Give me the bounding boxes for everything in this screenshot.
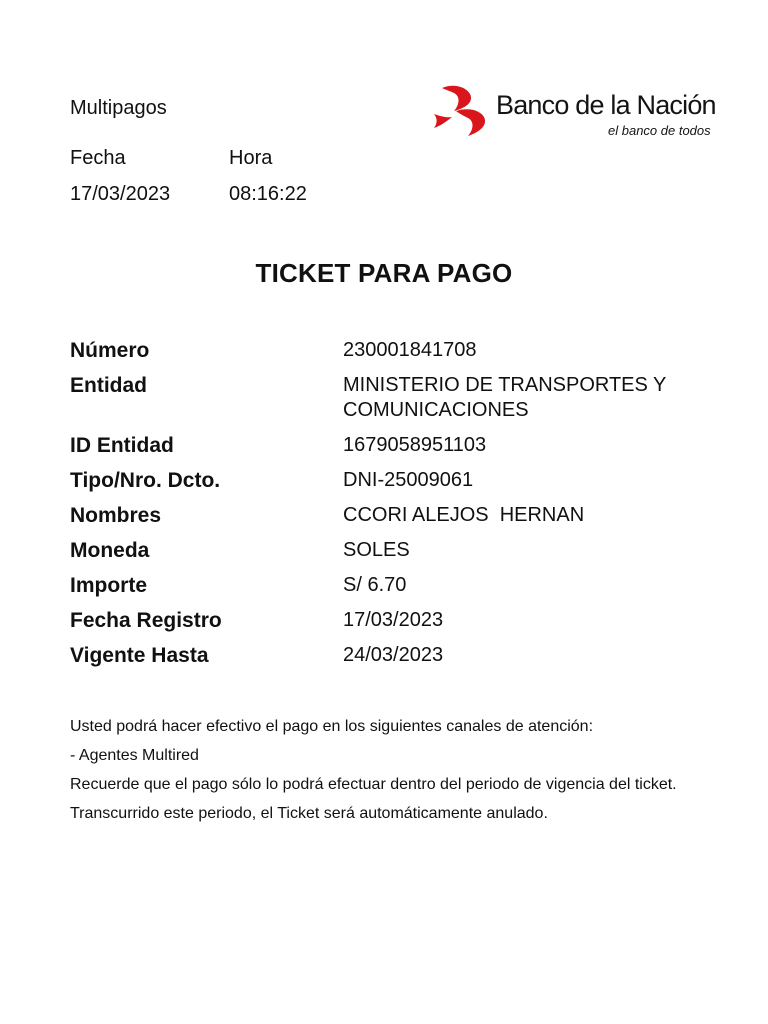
detail-row-entidad bbox=[70, 373, 710, 423]
detail-label: Moneda bbox=[70, 539, 150, 562]
detail-value: 230001841708 bbox=[343, 339, 477, 361]
payment-instructions bbox=[70, 717, 710, 833]
detail-value: MINISTERIO DE TRANSPORTES Y COMUNICACIONES bbox=[343, 374, 667, 421]
detail-value: DNI-25009061 bbox=[343, 469, 474, 491]
date-label: Fecha bbox=[70, 147, 126, 169]
detail-value: 1679058951103 bbox=[343, 434, 487, 456]
detail-label: Importe bbox=[70, 574, 148, 597]
detail-label: ID Entidad bbox=[70, 434, 174, 457]
time-label: Hora bbox=[229, 147, 273, 169]
detail-row-nombres bbox=[70, 503, 710, 528]
ticket-details bbox=[70, 338, 710, 678]
instruction-line: Recuerde que el pago sólo lo podrá efectuar dentro del periodo de vigencia del ticket. bbox=[70, 776, 677, 793]
instruction-line: Transcurrido este periodo, el Ticket será automáticamente anulado. bbox=[70, 805, 548, 822]
detail-row-vigente-hasta bbox=[70, 643, 710, 668]
bank-logo-name: Banco de la Nación bbox=[496, 90, 716, 120]
detail-value: 17/03/2023 bbox=[343, 609, 444, 631]
bank-logo-tagline: el banco de todos bbox=[608, 123, 711, 138]
detail-label: Nombres bbox=[70, 504, 162, 527]
detail-value: CCORI ALEJOS HERNAN bbox=[343, 504, 585, 526]
service-name: Multipagos bbox=[70, 97, 167, 119]
date-value: 17/03/2023 bbox=[70, 183, 171, 205]
detail-label: Fecha Registro bbox=[70, 609, 222, 632]
ticket-title: TICKET PARA PAGO bbox=[255, 258, 513, 288]
bank-logo bbox=[432, 84, 722, 144]
detail-row-documento bbox=[70, 468, 710, 493]
instruction-line: Usted podrá hacer efectivo el pago en los siguientes canales de atención: bbox=[70, 718, 594, 735]
detail-label: Entidad bbox=[70, 374, 147, 397]
instruction-line: - Agentes Multired bbox=[70, 747, 199, 764]
detail-row-importe bbox=[70, 573, 710, 598]
time-value: 08:16:22 bbox=[229, 183, 307, 205]
detail-value: SOLES bbox=[343, 539, 410, 561]
detail-label: Tipo/Nro. Dcto. bbox=[70, 469, 221, 492]
detail-row-moneda bbox=[70, 538, 710, 563]
detail-label: Número bbox=[70, 339, 150, 362]
detail-label: Vigente Hasta bbox=[70, 644, 209, 667]
detail-value: S/ 6.70 bbox=[343, 574, 407, 596]
detail-row-id-entidad bbox=[70, 433, 710, 458]
bank-logo-mark-icon bbox=[432, 84, 498, 140]
detail-row-numero bbox=[70, 338, 710, 363]
detail-row-fecha-registro bbox=[70, 608, 710, 633]
detail-value: 24/03/2023 bbox=[343, 644, 444, 666]
